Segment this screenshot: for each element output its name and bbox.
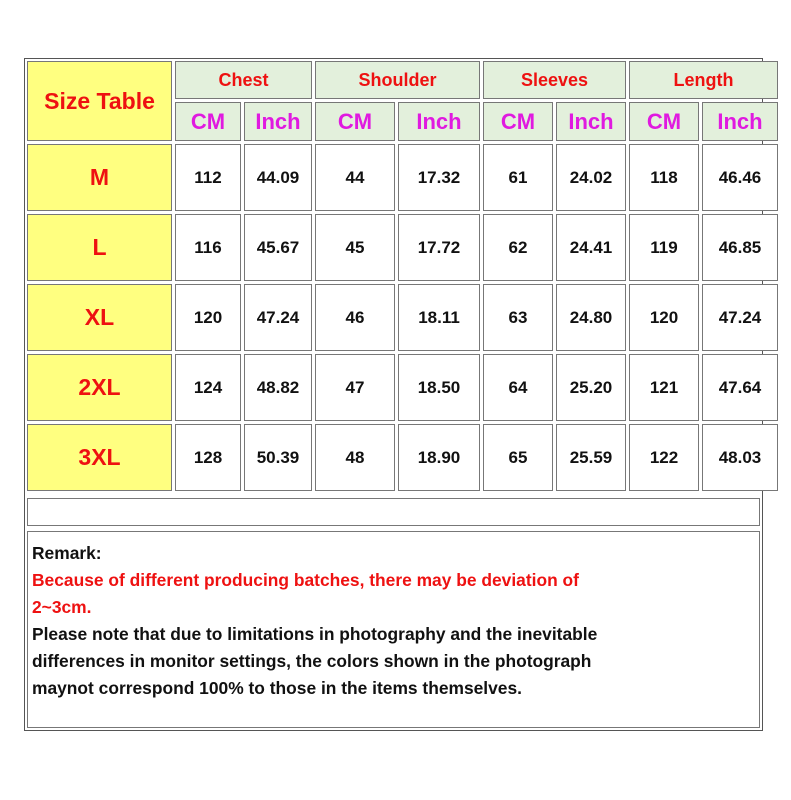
color-note: Please note that due to limitations in photography and the inevitable <box>32 624 598 644</box>
table-cell: 18.50 <box>398 354 480 421</box>
group-header-chest: Chest <box>175 61 312 99</box>
table-cell: 121 <box>629 354 699 421</box>
color-note-cont: differences in monitor settings, the colors shown in the photograph <box>32 651 592 671</box>
deviation-warning-cont: 2~3cm. <box>32 597 92 617</box>
size-label: L <box>27 214 172 281</box>
remark-box <box>27 531 760 728</box>
table-cell: 119 <box>629 214 699 281</box>
table-cell: 50.39 <box>244 424 312 491</box>
table-cell: 24.02 <box>556 144 626 211</box>
group-header-shoulder: Shoulder <box>315 61 480 99</box>
table-cell: 48 <box>315 424 395 491</box>
unit-header-inch: Inch <box>244 102 312 141</box>
table-cell: 46 <box>315 284 395 351</box>
unit-header-inch: Inch <box>398 102 480 141</box>
table-cell: 44 <box>315 144 395 211</box>
size-label: 2XL <box>27 354 172 421</box>
table-cell: 18.90 <box>398 424 480 491</box>
unit-header-cm: CM <box>315 102 395 141</box>
table-cell: 120 <box>629 284 699 351</box>
table-cell: 25.20 <box>556 354 626 421</box>
unit-header-cm: CM <box>629 102 699 141</box>
table-cell: 47 <box>315 354 395 421</box>
table-title: Size Table <box>27 61 172 141</box>
table-cell: 118 <box>629 144 699 211</box>
unit-header-cm: CM <box>175 102 241 141</box>
table-row <box>27 424 778 491</box>
table-cell: 112 <box>175 144 241 211</box>
table-cell: 47.24 <box>702 284 778 351</box>
table-cell: 24.80 <box>556 284 626 351</box>
table-cell: 45 <box>315 214 395 281</box>
table-cell: 120 <box>175 284 241 351</box>
table-cell: 116 <box>175 214 241 281</box>
table-row <box>27 354 778 421</box>
table-cell: 63 <box>483 284 553 351</box>
size-label: M <box>27 144 172 211</box>
table-cell: 128 <box>175 424 241 491</box>
table-cell: 47.24 <box>244 284 312 351</box>
table-cell: 62 <box>483 214 553 281</box>
table-cell: 46.85 <box>702 214 778 281</box>
remark-heading: Remark: <box>32 543 102 563</box>
table-cell: 25.59 <box>556 424 626 491</box>
empty-row <box>27 498 760 526</box>
table-cell: 44.09 <box>244 144 312 211</box>
color-note-end: maynot correspond 100% to those in the items themselves. <box>32 678 522 698</box>
table-cell: 17.72 <box>398 214 480 281</box>
table-cell: 17.32 <box>398 144 480 211</box>
size-label: 3XL <box>27 424 172 491</box>
table-row <box>27 284 778 351</box>
table-row <box>27 214 778 281</box>
table-cell: 24.41 <box>556 214 626 281</box>
table-cell: 47.64 <box>702 354 778 421</box>
table-cell: 48.82 <box>244 354 312 421</box>
size-label: XL <box>27 284 172 351</box>
table-cell: 18.11 <box>398 284 480 351</box>
unit-header-cm: CM <box>483 102 553 141</box>
table-cell: 61 <box>483 144 553 211</box>
table-cell: 46.46 <box>702 144 778 211</box>
group-header-row <box>27 61 778 99</box>
table-row <box>27 144 778 211</box>
table-cell: 65 <box>483 424 553 491</box>
table-cell: 122 <box>629 424 699 491</box>
deviation-warning: Because of different producing batches, there may be deviation of <box>32 570 579 590</box>
unit-header-inch: Inch <box>556 102 626 141</box>
table-cell: 48.03 <box>702 424 778 491</box>
table-cell: 124 <box>175 354 241 421</box>
size-table <box>24 58 781 494</box>
table-cell: 64 <box>483 354 553 421</box>
unit-header-inch: Inch <box>702 102 778 141</box>
table-cell: 45.67 <box>244 214 312 281</box>
group-header-length: Length <box>629 61 778 99</box>
group-header-sleeves: Sleeves <box>483 61 626 99</box>
